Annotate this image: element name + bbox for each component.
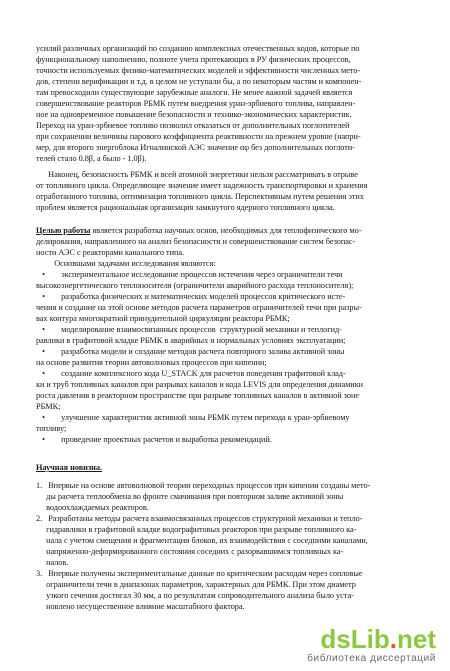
text-line-rest: является разработка научных основ, необходимых для теплофизического мо- [90, 226, 362, 235]
text-line: ное на одновременное повышение безопасности и технико-экономических характеристик. [36, 110, 352, 119]
text-line: новлено несущественное влияние масштабного фактора. [36, 602, 245, 611]
text-line: роста давления в реакторном пространстве при разрыве топливных каналов в активной зоне [36, 391, 359, 400]
text-line: гидравлики в графитовой кладке водографитовых реакторов при разрыве топливного ка- [36, 525, 357, 534]
text-line: Наконец, безопасность РБМК и всей атомной энергетики нельзя рассматривать в отрыве [36, 170, 358, 179]
text-line: чения и создание на этой основе методов расчета параметров ограничителей течи при разры- [36, 303, 362, 312]
text-line: 1. Впервые на основе автоволновой теории переходных процессов при кипении созданы мето- [36, 481, 371, 490]
text-line [36, 226, 420, 236]
text-line: на основе развития теории автоволновых процессов при кипении; [36, 358, 267, 367]
section-heading: Целью работы [36, 226, 91, 235]
text-line: Основными задачами исследования являются: [36, 259, 216, 268]
text-line: дов, степени верификации и т.д. в целом не уступали бы, а по некоторым частям и компонен- [36, 77, 362, 86]
dslib-logo: dsLib.net [320, 624, 436, 654]
text-line: совершенствование реакторов РБМК путем внедрения уран-эрбиевого топлива, направлен- [36, 99, 356, 108]
text-line: • проведение проектных расчетов и выработка рекомендаций. [36, 435, 272, 444]
dslib-watermark [307, 625, 436, 665]
text-line: функциональному наполнению, полноте учета протекающих в РУ физических процессов, [36, 55, 351, 64]
text-line: делирования, направленного на анализ безопасности и совершенствование систем безопас- [36, 237, 356, 246]
text-line: напряженно-деформированного состояния соседних с разорвавшимся топливных ка- [36, 547, 344, 556]
text-line: нала с учетом смещения и фрагментации блоков, их взаимодействия с соседними каналами, [36, 536, 368, 545]
text-line: топливу; [36, 424, 67, 433]
text-line: от топливного цикла. Определяющее значение имеет надежность транспортировки и хранения [36, 181, 368, 190]
text-line: • экспериментальное исследование процессов истечения через ограничители течи [36, 270, 343, 279]
text-line: • создание комплексного кода U_STACK для расчетов поведения графитовой клад- [36, 369, 346, 378]
text-line: ки и труб топливных каналов при разрывах каналов и кода LEVIS для определения динамики [36, 380, 364, 389]
text-line: ограничители течи в диапазонах параметров, характерных для РБМК. При этом диаметр [36, 580, 356, 589]
text-line: вах контура многократной принудительной циркуляции реактора РБМК; [36, 314, 290, 323]
text-line: 2. Разработаны методы расчета взаимосвязанных процессов структурной механики и тепло- [36, 514, 363, 523]
text-line: ности АЭС с реакторами канального типа. [36, 248, 185, 257]
text-line: проблем является рациональная организация замкнутого ядерного топливного цикла. [36, 203, 335, 212]
text-line: РБМК; [36, 402, 61, 411]
text-line: водоохлаждаемых реакторов. [36, 503, 149, 512]
text-line: телей стало 0.8β, а было - 1.0β). [36, 154, 147, 163]
text-line: при сохранении величины парового коэффициента реактивности на прежнем уровне (напри- [36, 132, 361, 141]
text-line: там превосходили существующие зарубежные аналоги. Не менее важной задачей является [36, 88, 353, 97]
text-line: • улучшение характеристик активной зоны РБМК путем перехода к уран-эрбиевому [36, 413, 350, 422]
text-line: 3. Впервые получены экспериментальные данные по критическим расходам через сопловые [36, 569, 363, 578]
text-line: мер, для второго энергоблока Игналинской АЭС значение αφ без дополнительных поглоти- [36, 143, 355, 152]
text-line: точности используемых физико-математических моделей и эффективности численных мето- [36, 66, 361, 75]
text-line: отработанного топлива, оптимизация топливного цикла. Перспективным путем решения этих [36, 192, 364, 201]
text-line: узкого сечения достигал 30 мм, а по результатам сопроводительного анализа было уста- [36, 591, 354, 600]
text-line: • моделирование взаимосвязанных процессов структурной механики и теплогид- [36, 325, 342, 334]
dslib-subtitle: библиотека диссертаций [307, 653, 436, 664]
section-heading: Научная новизна. [36, 463, 103, 472]
text-line: усилий различных организаций по созданию комплексных отечественных кодов, которые по [36, 44, 360, 53]
text-line: равлики в графитовой кладке РБМК в аварийных и нормальных условиях эксплуатации; [36, 336, 346, 345]
text-line [36, 463, 420, 473]
text-line: • разработка модели и создание методов расчета повторного залива активной зоны [36, 347, 345, 356]
text-line: налов. [36, 558, 69, 567]
text-line: • разработка физических и математических моделей процессов критического исте- [36, 292, 346, 301]
text-line: Переход на уран-эрбиевое топливо позволил отказаться от дополнительных поглотителей [36, 121, 350, 130]
text-line: ды расчета теплообмена во фронте смачивания при повторном заливе активной зоны [36, 492, 344, 501]
text-line: высокоэнергетического теплоносителя (ограничители аварийного расхода теплоносителя); [36, 281, 354, 290]
